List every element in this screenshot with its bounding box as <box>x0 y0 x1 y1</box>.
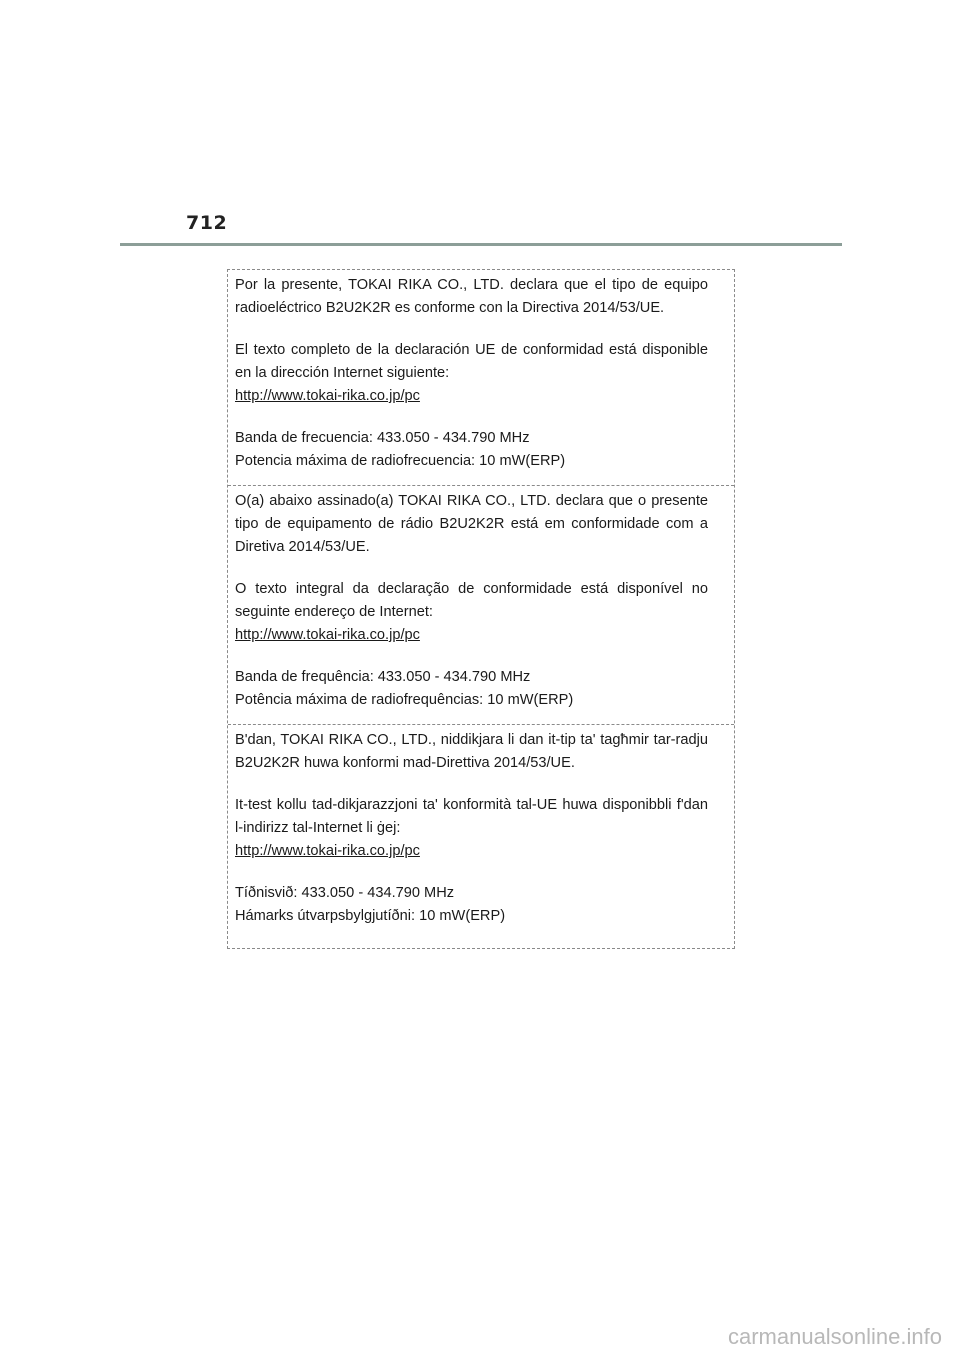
radio-specs <box>235 427 708 473</box>
max-power: Potencia máxima de radiofrecuencia: 10 mW(ERP) <box>235 453 566 469</box>
declaration-availability <box>235 339 708 408</box>
header-rule <box>120 243 842 246</box>
declaration-intro: O(a) abaixo assinado(a) TOKAI RIKA CO., LTD. declara que o presente tipo de equipamento de rádio B2U2K2R está em conformidade com a Diretiva 2014/53/UE. <box>235 493 708 555</box>
availability-text: El texto completo de la declaración UE de conformidad está disponible en la dirección Internet siguiente: <box>235 342 708 381</box>
declaration-section-portuguese <box>228 485 734 724</box>
declaration-availability <box>235 794 708 863</box>
declaration-box <box>227 269 735 949</box>
availability-text: It-test kollu tad-dikjarazzjoni ta' konformità tal-UE huwa disponibbli f'dan l-indirizz tal-Internet li ġej: <box>235 797 708 836</box>
watermark: carmanualsonline.info <box>727 1324 942 1349</box>
declaration-intro: B'dan, TOKAI RIKA CO., LTD., niddikjara li dan it-tip ta' tagħmir tar-radju B2U2K2R huwa konformi mad-Direttiva 2014/53/UE. <box>235 732 708 771</box>
declaration-intro: Por la presente, TOKAI RIKA CO., LTD. declara que el tipo de equipo radioeléctrico B2U2K2R es conforme con la Directiva 2014/53/UE. <box>235 277 708 316</box>
max-power: Hámarks útvarpsbylgjutíðni: 10 mW(ERP) <box>235 908 506 924</box>
declaration-section-maltese <box>228 724 734 948</box>
frequency-band: Tíðnisvið: 433.050 - 434.790 MHz <box>235 885 455 901</box>
availability-text: O texto integral da declaração de conformidade está disponível no seguinte endereço de Internet: <box>235 581 708 620</box>
declaration-availability <box>235 578 708 647</box>
declaration-link[interactable]: http://www.tokai-rika.co.jp/pc <box>235 388 420 404</box>
frequency-band: Banda de frequência: 433.050 - 434.790 MHz <box>235 669 531 685</box>
declaration-link[interactable]: http://www.tokai-rika.co.jp/pc <box>235 627 420 643</box>
declaration-link[interactable]: http://www.tokai-rika.co.jp/pc <box>235 843 420 859</box>
frequency-band: Banda de frecuencia: 433.050 - 434.790 MHz <box>235 430 530 446</box>
radio-specs <box>235 882 708 928</box>
declaration-section-spanish <box>228 270 734 485</box>
max-power: Potência máxima de radiofrequências: 10 mW(ERP) <box>235 692 574 708</box>
radio-specs <box>235 666 708 712</box>
page-number: 712 <box>186 212 228 234</box>
